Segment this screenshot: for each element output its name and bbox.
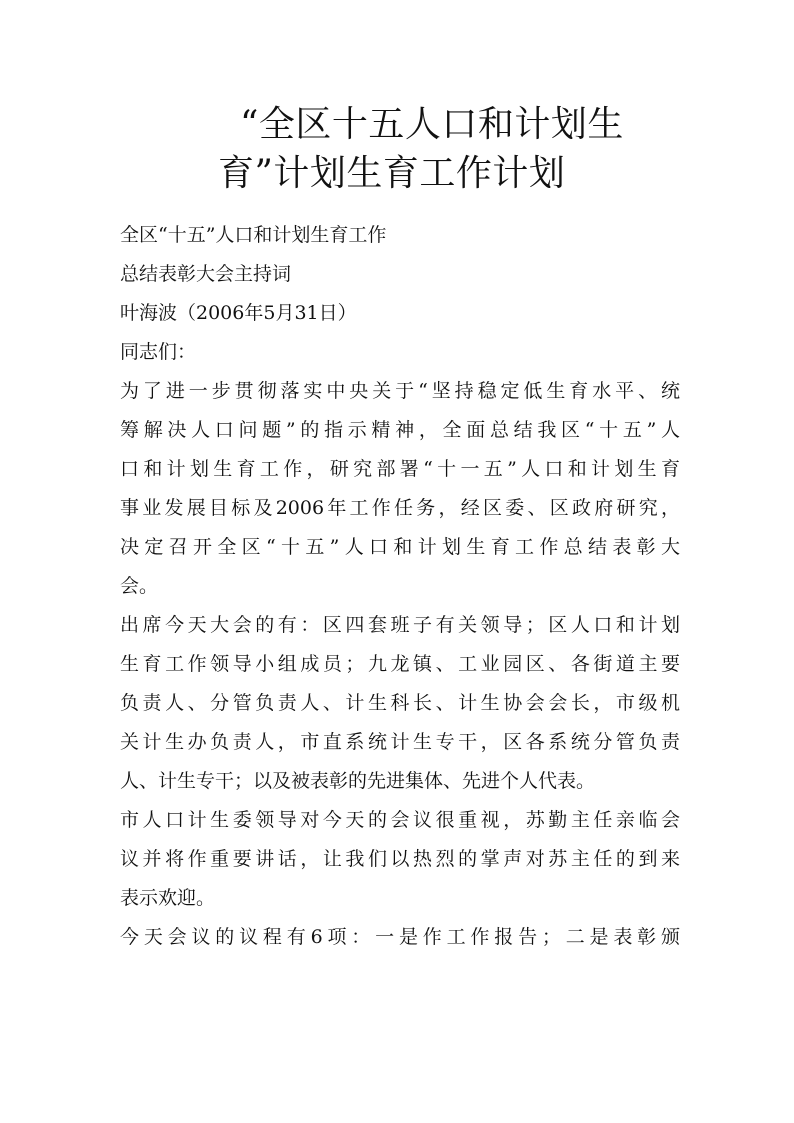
paragraph-line: 负责人、分管负责人、计生科长、计生协会会长，市级机 <box>120 692 680 714</box>
paragraph-line: 为了进一步贯彻落实中央关于“坚持稳定低生育水平、统 <box>120 380 680 402</box>
speaker-date: 叶海波（2006年5月31日） <box>120 302 357 324</box>
paragraph-line: 口和计划生育工作，研究部署“十一五”人口和计划生育 <box>120 458 680 480</box>
paragraph-line: 表示欢迎。 <box>120 887 216 909</box>
subtitle-line-2: 总结表彰大会主持词 <box>120 263 292 285</box>
document-body <box>120 216 680 957</box>
paragraph-line: 今天会议的议程有6项：一是作工作报告；二是表彰颁 <box>120 926 680 948</box>
paragraph-line: 议并将作重要讲话，让我们以热烈的掌声对苏主任的到来 <box>120 848 680 870</box>
paragraph-line: 事业发展目标及2006年工作任务，经区委、区政府研究， <box>120 497 680 519</box>
paragraph-4 <box>120 918 680 957</box>
paragraph-line: 出席今天大会的有：区四套班子有关领导；区人口和计划 <box>120 614 680 636</box>
document-title-line-1: “全区十五人口和计划生 <box>240 104 624 145</box>
paragraph-line: 关计生办负责人，市直系统计生专干，区各系统分管负责 <box>120 731 680 753</box>
document-title-line-2: 育”计划生育工作计划 <box>218 153 566 194</box>
paragraph-line: 人、计生专干；以及被表彰的先进集体、先进个人代表。 <box>120 770 596 792</box>
paragraph-line: 市人口计生委领导对今天的会议很重视，苏勤主任亲临会 <box>120 809 680 831</box>
paragraph-3 <box>120 801 680 918</box>
subtitle-line-1: 全区“十五”人口和计划生育工作 <box>120 224 387 246</box>
paragraph-line: 筹解决人口问题”的指示精神，全面总结我区“十五”人 <box>120 419 680 441</box>
salutation: 同志们： <box>120 341 197 363</box>
paragraph-1 <box>120 372 680 606</box>
paragraph-line: 会。 <box>120 575 159 597</box>
paragraph-line: 生育工作领导小组成员；九龙镇、工业园区、各街道主要 <box>120 653 680 675</box>
paragraph-line: 决定召开全区“十五”人口和计划生育工作总结表彰大 <box>120 536 680 558</box>
paragraph-2 <box>120 606 680 801</box>
